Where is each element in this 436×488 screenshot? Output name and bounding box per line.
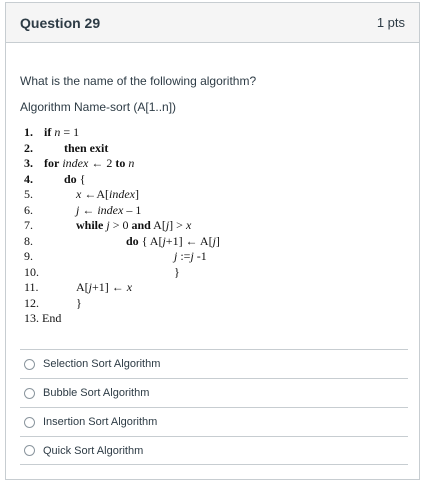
answer-list bbox=[20, 349, 408, 465]
algorithm-name: Algorithm Name-sort (A[1..n]) bbox=[20, 100, 177, 114]
code-text: do { bbox=[64, 171, 86, 186]
question-title: Question 29 bbox=[20, 14, 101, 31]
code-text: then exit bbox=[64, 140, 109, 155]
question-card bbox=[5, 2, 420, 480]
radio-button[interactable] bbox=[24, 359, 35, 370]
radio-button[interactable] bbox=[24, 417, 35, 428]
line-number: 7. bbox=[24, 218, 33, 232]
line-number: 1. bbox=[24, 125, 33, 139]
line-number: 11. bbox=[24, 280, 39, 294]
line-number: 13. End bbox=[24, 311, 62, 325]
code-text: } bbox=[174, 264, 180, 279]
code-text: j :=j -1 bbox=[174, 249, 207, 263]
answer-label: Insertion Sort Algorithm bbox=[43, 416, 158, 428]
code-text: while j > 0 and A[j] > x bbox=[76, 218, 192, 232]
answer-option[interactable] bbox=[20, 378, 408, 407]
question-prompt: What is the name of the following algorithm? bbox=[20, 74, 257, 88]
code-text: } bbox=[76, 295, 82, 310]
line-number: 8. bbox=[24, 233, 33, 248]
answer-option[interactable] bbox=[20, 436, 408, 465]
answer-option[interactable] bbox=[20, 349, 408, 378]
line-number: 6. bbox=[24, 202, 33, 217]
line-number: 4. bbox=[24, 171, 33, 186]
code-text: if n = 1 bbox=[44, 125, 80, 139]
code-text: A[j+1] ← x bbox=[76, 280, 133, 294]
code-text: for index ← 2 to n bbox=[44, 156, 135, 170]
line-number: 5. bbox=[24, 187, 33, 201]
line-number: 9. bbox=[24, 249, 33, 263]
line-number: 10. bbox=[24, 264, 39, 279]
answer-label: Quick Sort Algorithm bbox=[43, 444, 144, 457]
radio-button[interactable] bbox=[24, 388, 35, 399]
answer-option[interactable] bbox=[20, 407, 408, 436]
code-text: do { A[j+1] ← A[j] bbox=[126, 233, 220, 248]
question-points: 1 pts bbox=[376, 15, 405, 30]
radio-button[interactable] bbox=[24, 445, 35, 456]
answer-label: Selection Sort Algorithm bbox=[43, 358, 161, 370]
answer-label: Bubble Sort Algorithm bbox=[43, 387, 150, 399]
code-text: x ←A[index] bbox=[76, 187, 139, 201]
line-number: 2. bbox=[24, 140, 33, 155]
question-header bbox=[6, 3, 419, 43]
code-text: j ← index – 1 bbox=[76, 202, 142, 217]
line-number: 12. bbox=[24, 295, 39, 310]
line-number: 3. bbox=[24, 156, 33, 170]
